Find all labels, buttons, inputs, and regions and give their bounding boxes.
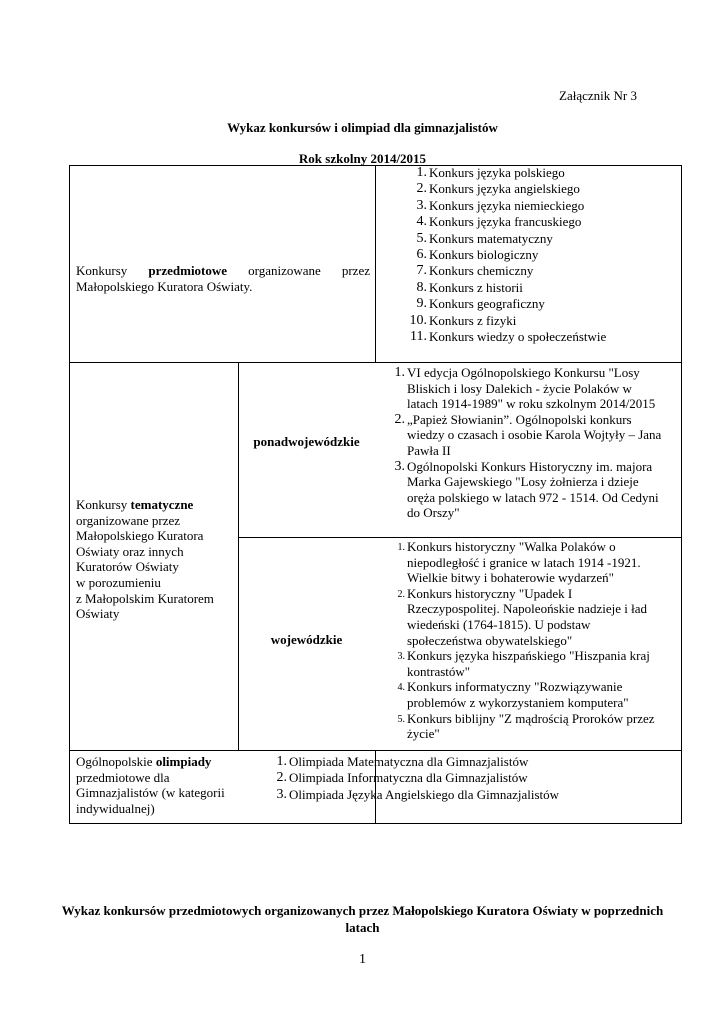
list-item: 4. Konkurs języka francuskiego (416, 214, 582, 230)
list-item: 6. Konkurs biologiczny (416, 247, 539, 263)
label-text: indywidualnej) (76, 800, 155, 816)
label-text: Oświaty (76, 606, 120, 622)
label-text: Małopolskiego Kuratora (76, 528, 204, 544)
list-item: 8. Konkurs z historii (416, 279, 523, 295)
page-number: 1 (359, 952, 366, 967)
table-col-divider (375, 165, 376, 362)
list-item: 10. Konkurs z fizyki (409, 312, 517, 328)
list-item: 2. Konkurs języka angielskiego (416, 181, 580, 197)
label-text: przedmiotowe dla (76, 769, 170, 785)
school-year: Rok szkolny 2014/2015 (298, 151, 427, 166)
list-item: 1. Konkurs historyczny "Walka Polaków o niepodległość i granice w latach 1914 -1921. Wielkie bitwy i bohaterowie wydarzeń" (397, 539, 641, 586)
supra-regional-contests-list (394, 365, 679, 521)
label-text: Ogólnopolskie (76, 754, 153, 769)
table-border-right (681, 165, 682, 823)
annex-label: Załącznik Nr 3 (559, 88, 637, 103)
label-text: Gimnazjalistów (w kategorii (76, 785, 225, 801)
label-bold-text: przedmiotowe (148, 263, 228, 278)
table-border-bottom (69, 823, 682, 824)
list-item: 7. Konkurs chemiczny (416, 263, 534, 279)
olympiads-list (276, 754, 679, 803)
table-col-divider (238, 362, 239, 750)
table-row-divider (69, 362, 682, 363)
list-item: 2. Konkurs historyczny "Upadek I Rzeczypospolitej. Napoleońskie nadzieje i ład wiedeński (1764-1815). U podstaw społeczeństwa obywatelskiego" (397, 585, 648, 648)
list-item: 5. Konkurs biblijny "Z mądrością Proroków przez życie" (397, 710, 655, 742)
label-text: w porozumieniu (76, 574, 161, 590)
list-item: 1. Olimpiada Matematyczna dla Gimnazjalistów (276, 754, 529, 769)
row-label-subject-contests (76, 263, 370, 294)
label-text: organizowane przez (248, 263, 370, 278)
label-bold-text: tematyczne (130, 497, 194, 512)
list-item: 9. Konkurs geograficzny (416, 296, 545, 312)
list-item: 11. Konkurs wiedzy o społeczeństwie (410, 329, 607, 345)
list-item: 5. Konkurs matematyczny (416, 230, 553, 246)
regional-contests-list (397, 539, 679, 742)
label-text: Konkursy (76, 497, 128, 512)
label-text: Konkursy (76, 263, 128, 278)
list-item: 3. Konkurs języka niemieckiego (416, 197, 585, 213)
category-regional: wojewódzkie (270, 632, 343, 647)
list-item: 2. Olimpiada Informatyczna dla Gimnazjalistów (276, 770, 528, 786)
list-item: 3. Konkurs języka hiszpańskiego "Hiszpania kraj kontrastów" (397, 648, 650, 679)
document-title: Wykaz konkursów i olimpiad dla gimnazjalistów (227, 120, 498, 135)
subject-contests-list (409, 165, 679, 345)
table-border-left (69, 165, 70, 823)
list-item: 1. Konkurs języka polskiego (416, 165, 565, 180)
list-item: 1. VI edycja Ogólnopolskiego Konkursu "Losy Bliskich i losy Dalekich - życie Polaków w latach 1914-1989" w roku szkolnym 2014/2015 (394, 365, 656, 412)
row-label-thematic-contests (76, 497, 236, 622)
table-subrow-divider (238, 537, 682, 538)
label-text: Oświaty oraz innych (76, 543, 184, 559)
label-text: Kuratorów Oświaty (76, 559, 179, 575)
label-text: z Małopolskim Kuratorem (76, 590, 214, 606)
list-item: 2. „Papież Słowianin”. Ogólnopolski konkurs wiedzy o czasach i osobie Karola Wojtyły – Jana Pawła II (394, 411, 662, 458)
list-item: 3. Ogólnopolski Konkurs Historyczny im. majora Marka Gajewskiego "Losy żołnierza i dzieje oręża polskiego w latach 972 - 1514. Od Cedyni do Orszy" (394, 458, 659, 521)
list-item: 4. Konkurs informatyczny "Rozwiązywanie problemów z wykorzystaniem komputera" (397, 679, 629, 710)
section-title: Wykaz konkursów przedmiotowych organizowanych przez Małopolskiego Kuratora Oświaty w poprzednich latach (61, 903, 664, 935)
label-bold-text: olimpiady (155, 754, 212, 769)
label-text: organizowane przez (76, 512, 181, 528)
category-supra-regional: ponadwojewódzkie (253, 434, 360, 449)
label-text: Małopolskiego Kuratora Oświaty. (76, 278, 253, 294)
list-item: 3. Olimpiada Języka Angielskiego dla Gimnazjalistów (276, 786, 560, 802)
